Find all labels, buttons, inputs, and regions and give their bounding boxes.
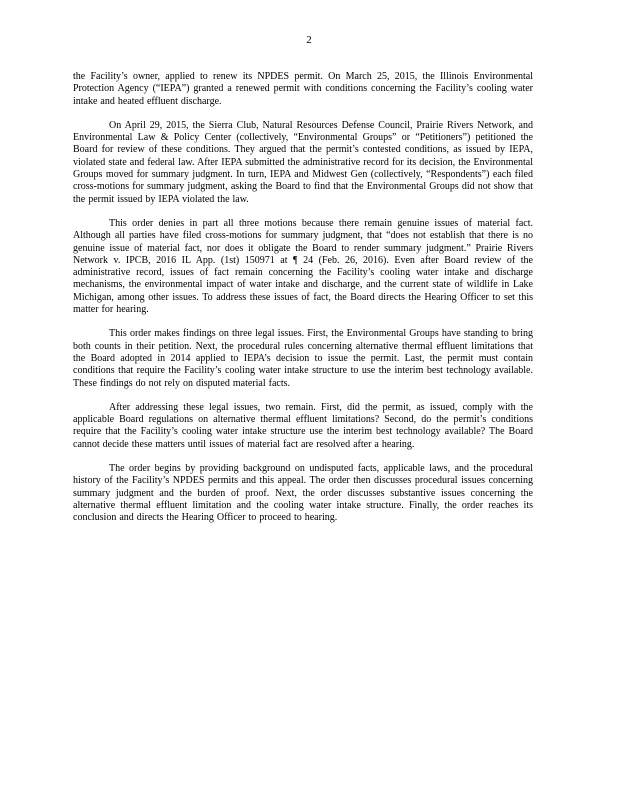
- document-body: [73, 71, 533, 537]
- paragraph-4: This order makes findings on three legal issues. First, the Environmental Groups have standing to bring both counts in their petition. Next, the procedural rules concerning alternative thermal effluent limitations that the Board adopted in 2014 applied to IEPA’s decision to issue the permit. Last, the permit must contain conditions that require the Facility’s cooling water intake structure to use the interim best technology available. These findings do not rely on disputed material facts.: [73, 328, 533, 389]
- page-number: 2: [306, 34, 312, 46]
- paragraph-5: After addressing these legal issues, two remain. First, did the permit, as issued, comply with the applicable Board regulations on alternative thermal effluent limitations? Second, do the permit’s conditions require that the Facility’s cooling water intake structure use the interim best technology available? The Board cannot decide these matters until issues of material fact are resolved after a hearing.: [73, 401, 533, 450]
- paragraph-6: The order begins by providing background on undisputed facts, applicable laws, and the procedural history of the Facility’s NPDES permits and this appeal. The order then discusses procedural issues concerning summary judgment and the burden of proof. Next, the order discusses substantive issues concerning the alternative thermal effluent limitation and the cooling water intake structure. Finally, the order reaches its conclusion and directs the Hearing Officer to proceed to hearing.: [73, 463, 533, 524]
- paragraph-2: On April 29, 2015, the Sierra Club, Natural Resources Defense Council, Prairie Rivers Network, and Environmental Law & Policy Center (collectively, “Environmental Groups” or “Petitioners”) petitioned the Board for review of these conditions. They argued that the permit’s contested conditions, as issued by IEPA, violated state and federal law. After IEPA submitted the administrative record for its decision, the Environmental Groups moved for summary judgment. In turn, IEPA and Midwest Gen (collectively, “Respondents”) each filed cross-motions for summary judgment, asking the Board to find that the Environmental Groups did not show that the permit issued by IEPA violated the law.: [73, 119, 533, 205]
- paragraph-1: the Facility’s owner, applied to renew its NPDES permit. On March 25, 2015, the Illinois Environmental Protection Agency (“IEPA”) granted a renewed permit with conditions concerning the Facility’s cooling water intake and heated effluent discharge.: [73, 71, 533, 107]
- paragraph-3: This order denies in part all three motions because there remain genuine issues of material fact. Although all parties have filed cross-motions for summary judgment, that “does not establish that there is no genuine issue of material fact, nor does it obligate the Board to render summary judgment.” Prairie Rivers Network v. IPCB, 2016 IL App. (1st) 150971 at ¶ 24 (Feb. 26, 2016). Even after Board review of the administrative record, issues of fact remain concerning the Facility’s cooling water intake and discharge mechanisms, the environmental impact of water intake and discharge, and the current state of wildlife in Lake Michigan, among other issues. To address these issues of fact, the Board directs the Hearing Officer to set this matter for hearing.: [73, 217, 533, 316]
